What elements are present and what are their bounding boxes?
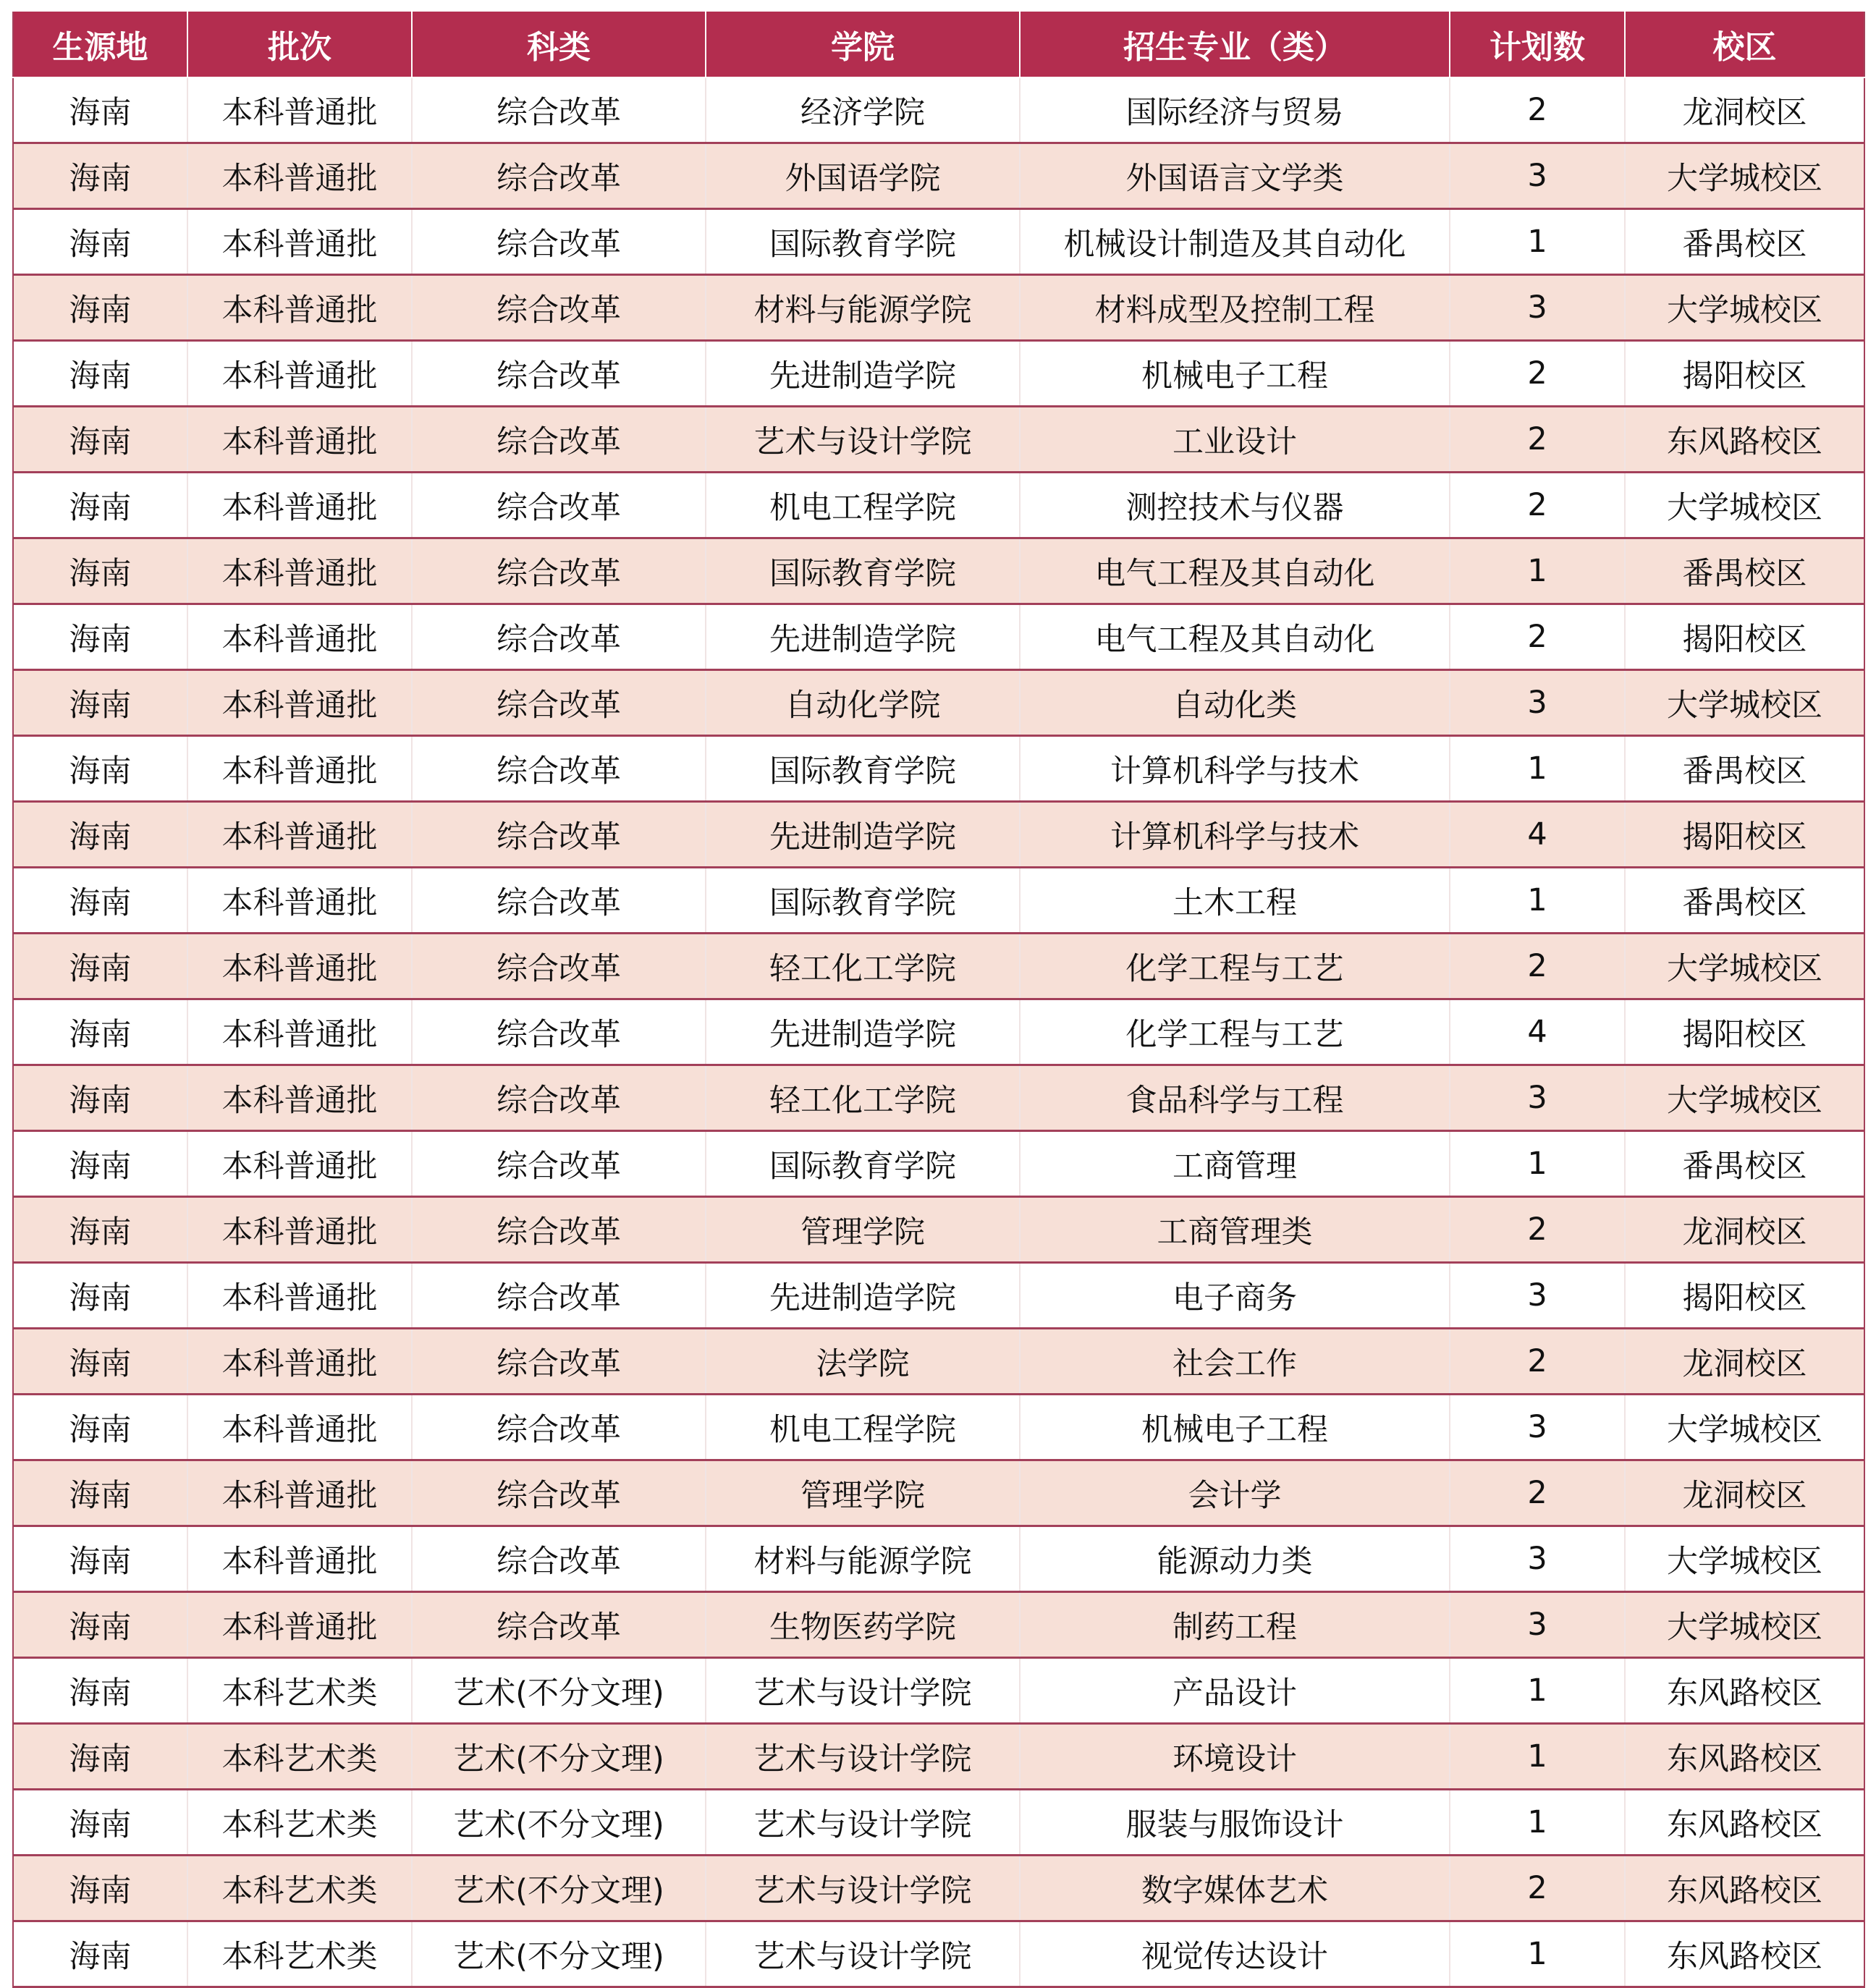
cell-major: 机械电子工程: [1020, 1395, 1450, 1460]
cell-college: 艺术与设计学院: [706, 1921, 1020, 1987]
cell-plan-count: 3: [1450, 143, 1625, 209]
cell-category: 综合改革: [412, 868, 706, 934]
cell-college: 经济学院: [706, 77, 1020, 143]
cell-batch: 本科普通批: [187, 604, 412, 670]
cell-campus: 揭阳校区: [1625, 802, 1864, 868]
cell-college: 艺术与设计学院: [706, 1856, 1020, 1921]
table-row: [13, 538, 1864, 604]
cell-college: 自动化学院: [706, 670, 1020, 736]
cell-province: 海南: [13, 143, 187, 209]
cell-campus: 揭阳校区: [1625, 604, 1864, 670]
cell-plan-count: 3: [1450, 1395, 1625, 1460]
cell-college: 艺术与设计学院: [706, 407, 1020, 473]
cell-college: 生物医药学院: [706, 1592, 1020, 1658]
table-row: [13, 1790, 1864, 1856]
cell-province: 海南: [13, 1263, 187, 1329]
cell-province: 海南: [13, 1724, 187, 1790]
cell-plan-count: 2: [1450, 934, 1625, 999]
cell-major: 环境设计: [1020, 1724, 1450, 1790]
cell-major: 机械设计制造及其自动化: [1020, 209, 1450, 275]
header-batch: 批次: [187, 12, 412, 77]
cell-campus: 东风路校区: [1625, 407, 1864, 473]
cell-college: 机电工程学院: [706, 1395, 1020, 1460]
cell-province: 海南: [13, 407, 187, 473]
cell-plan-count: 1: [1450, 1131, 1625, 1197]
cell-college: 机电工程学院: [706, 473, 1020, 538]
cell-province: 海南: [13, 1856, 187, 1921]
table-row: [13, 473, 1864, 538]
cell-batch: 本科普通批: [187, 1065, 412, 1131]
cell-major: 制药工程: [1020, 1592, 1450, 1658]
cell-batch: 本科普通批: [187, 934, 412, 999]
cell-province: 海南: [13, 1065, 187, 1131]
cell-college: 艺术与设计学院: [706, 1724, 1020, 1790]
cell-batch: 本科普通批: [187, 538, 412, 604]
header-college: 学院: [706, 12, 1020, 77]
cell-campus: 大学城校区: [1625, 143, 1864, 209]
cell-province: 海南: [13, 1460, 187, 1526]
admission-plan-table: [12, 12, 1865, 1988]
cell-college: 先进制造学院: [706, 802, 1020, 868]
cell-category: 艺术(不分文理): [412, 1724, 706, 1790]
table-row: [13, 1526, 1864, 1592]
cell-campus: 大学城校区: [1625, 934, 1864, 999]
cell-college: 艺术与设计学院: [706, 1790, 1020, 1856]
table-row: [13, 341, 1864, 407]
cell-plan-count: 2: [1450, 1460, 1625, 1526]
cell-college: 国际教育学院: [706, 538, 1020, 604]
cell-category: 综合改革: [412, 802, 706, 868]
cell-plan-count: 2: [1450, 407, 1625, 473]
table-row: [13, 407, 1864, 473]
cell-plan-count: 3: [1450, 1263, 1625, 1329]
cell-category: 综合改革: [412, 1131, 706, 1197]
cell-campus: 番禺校区: [1625, 868, 1864, 934]
cell-campus: 东风路校区: [1625, 1658, 1864, 1724]
table-body: [13, 77, 1864, 1987]
cell-plan-count: 1: [1450, 209, 1625, 275]
cell-plan-count: 3: [1450, 275, 1625, 341]
cell-batch: 本科艺术类: [187, 1790, 412, 1856]
cell-province: 海南: [13, 1329, 187, 1395]
cell-category: 综合改革: [412, 538, 706, 604]
table-row: [13, 736, 1864, 802]
cell-plan-count: 3: [1450, 670, 1625, 736]
cell-category: 综合改革: [412, 77, 706, 143]
cell-plan-count: 2: [1450, 1329, 1625, 1395]
cell-category: 艺术(不分文理): [412, 1658, 706, 1724]
cell-college: 国际教育学院: [706, 1131, 1020, 1197]
cell-plan-count: 1: [1450, 736, 1625, 802]
cell-major: 外国语言文学类: [1020, 143, 1450, 209]
table-row: [13, 77, 1864, 143]
cell-college: 国际教育学院: [706, 209, 1020, 275]
cell-category: 综合改革: [412, 1263, 706, 1329]
cell-category: 艺术(不分文理): [412, 1856, 706, 1921]
cell-campus: 大学城校区: [1625, 670, 1864, 736]
table-row: [13, 1592, 1864, 1658]
cell-province: 海南: [13, 1197, 187, 1263]
cell-college: 先进制造学院: [706, 1263, 1020, 1329]
cell-major: 视觉传达设计: [1020, 1921, 1450, 1987]
cell-batch: 本科普通批: [187, 1460, 412, 1526]
cell-college: 法学院: [706, 1329, 1020, 1395]
cell-category: 综合改革: [412, 1065, 706, 1131]
cell-major: 化学工程与工艺: [1020, 999, 1450, 1065]
cell-college: 国际教育学院: [706, 736, 1020, 802]
table-row: [13, 999, 1864, 1065]
cell-batch: 本科艺术类: [187, 1658, 412, 1724]
cell-plan-count: 2: [1450, 1197, 1625, 1263]
cell-major: 社会工作: [1020, 1329, 1450, 1395]
header-major: 招生专业（类）: [1020, 12, 1450, 77]
cell-campus: 东风路校区: [1625, 1921, 1864, 1987]
cell-batch: 本科普通批: [187, 1592, 412, 1658]
cell-campus: 大学城校区: [1625, 1395, 1864, 1460]
cell-major: 食品科学与工程: [1020, 1065, 1450, 1131]
cell-major: 工商管理类: [1020, 1197, 1450, 1263]
cell-category: 综合改革: [412, 1197, 706, 1263]
cell-batch: 本科普通批: [187, 670, 412, 736]
cell-college: 材料与能源学院: [706, 275, 1020, 341]
cell-batch: 本科艺术类: [187, 1724, 412, 1790]
cell-category: 艺术(不分文理): [412, 1921, 706, 1987]
cell-batch: 本科普通批: [187, 802, 412, 868]
cell-plan-count: 1: [1450, 1658, 1625, 1724]
cell-college: 管理学院: [706, 1197, 1020, 1263]
cell-college: 先进制造学院: [706, 341, 1020, 407]
cell-category: 综合改革: [412, 1460, 706, 1526]
table-row: [13, 934, 1864, 999]
cell-campus: 番禺校区: [1625, 1131, 1864, 1197]
cell-province: 海南: [13, 670, 187, 736]
cell-category: 综合改革: [412, 604, 706, 670]
cell-batch: 本科普通批: [187, 341, 412, 407]
cell-province: 海南: [13, 868, 187, 934]
cell-college: 轻工化工学院: [706, 1065, 1020, 1131]
cell-college: 艺术与设计学院: [706, 1658, 1020, 1724]
cell-batch: 本科普通批: [187, 1329, 412, 1395]
cell-major: 会计学: [1020, 1460, 1450, 1526]
cell-category: 综合改革: [412, 670, 706, 736]
cell-batch: 本科普通批: [187, 473, 412, 538]
cell-campus: 揭阳校区: [1625, 1263, 1864, 1329]
cell-batch: 本科普通批: [187, 999, 412, 1065]
cell-province: 海南: [13, 604, 187, 670]
cell-campus: 大学城校区: [1625, 1526, 1864, 1592]
cell-major: 数字媒体艺术: [1020, 1856, 1450, 1921]
cell-province: 海南: [13, 1526, 187, 1592]
cell-college: 材料与能源学院: [706, 1526, 1020, 1592]
header-plan-count: 计划数: [1450, 12, 1625, 77]
cell-campus: 东风路校区: [1625, 1790, 1864, 1856]
cell-batch: 本科普通批: [187, 1131, 412, 1197]
cell-category: 综合改革: [412, 407, 706, 473]
cell-campus: 大学城校区: [1625, 1065, 1864, 1131]
cell-plan-count: 1: [1450, 868, 1625, 934]
cell-plan-count: 3: [1450, 1526, 1625, 1592]
cell-province: 海南: [13, 473, 187, 538]
cell-batch: 本科普通批: [187, 209, 412, 275]
table-row: [13, 604, 1864, 670]
cell-category: 综合改革: [412, 934, 706, 999]
cell-campus: 大学城校区: [1625, 1592, 1864, 1658]
cell-batch: 本科普通批: [187, 868, 412, 934]
cell-province: 海南: [13, 1131, 187, 1197]
cell-major: 自动化类: [1020, 670, 1450, 736]
table-row: [13, 1263, 1864, 1329]
cell-category: 艺术(不分文理): [412, 1790, 706, 1856]
cell-plan-count: 4: [1450, 802, 1625, 868]
cell-province: 海南: [13, 1395, 187, 1460]
cell-province: 海南: [13, 1658, 187, 1724]
cell-batch: 本科普通批: [187, 736, 412, 802]
table-row: [13, 1460, 1864, 1526]
cell-province: 海南: [13, 275, 187, 341]
cell-major: 产品设计: [1020, 1658, 1450, 1724]
cell-major: 电气工程及其自动化: [1020, 538, 1450, 604]
cell-batch: 本科普通批: [187, 407, 412, 473]
cell-province: 海南: [13, 77, 187, 143]
table-row: [13, 1197, 1864, 1263]
cell-plan-count: 4: [1450, 999, 1625, 1065]
table-row: [13, 275, 1864, 341]
cell-plan-count: 1: [1450, 1724, 1625, 1790]
cell-province: 海南: [13, 538, 187, 604]
cell-province: 海南: [13, 999, 187, 1065]
cell-plan-count: 1: [1450, 1921, 1625, 1987]
cell-major: 服装与服饰设计: [1020, 1790, 1450, 1856]
cell-campus: 大学城校区: [1625, 275, 1864, 341]
cell-category: 综合改革: [412, 341, 706, 407]
cell-category: 综合改革: [412, 1592, 706, 1658]
cell-batch: 本科普通批: [187, 275, 412, 341]
cell-plan-count: 2: [1450, 77, 1625, 143]
cell-college: 先进制造学院: [706, 604, 1020, 670]
cell-plan-count: 2: [1450, 604, 1625, 670]
cell-major: 电气工程及其自动化: [1020, 604, 1450, 670]
cell-campus: 东风路校区: [1625, 1724, 1864, 1790]
cell-campus: 大学城校区: [1625, 473, 1864, 538]
cell-category: 综合改革: [412, 1395, 706, 1460]
header-category: 科类: [412, 12, 706, 77]
cell-category: 综合改革: [412, 736, 706, 802]
cell-plan-count: 1: [1450, 1790, 1625, 1856]
cell-campus: 揭阳校区: [1625, 999, 1864, 1065]
table-row: [13, 209, 1864, 275]
table-header-row: [13, 12, 1864, 77]
cell-batch: 本科普通批: [187, 1263, 412, 1329]
cell-major: 电子商务: [1020, 1263, 1450, 1329]
table-row: [13, 1395, 1864, 1460]
cell-major: 计算机科学与技术: [1020, 802, 1450, 868]
cell-campus: 番禺校区: [1625, 736, 1864, 802]
cell-campus: 东风路校区: [1625, 1856, 1864, 1921]
cell-batch: 本科普通批: [187, 1197, 412, 1263]
cell-campus: 番禺校区: [1625, 209, 1864, 275]
cell-major: 工业设计: [1020, 407, 1450, 473]
table-row: [13, 868, 1864, 934]
cell-campus: 龙洞校区: [1625, 1329, 1864, 1395]
cell-major: 工商管理: [1020, 1131, 1450, 1197]
table-row: [13, 1856, 1864, 1921]
cell-province: 海南: [13, 802, 187, 868]
cell-province: 海南: [13, 1790, 187, 1856]
cell-plan-count: 2: [1450, 1856, 1625, 1921]
cell-major: 测控技术与仪器: [1020, 473, 1450, 538]
cell-category: 综合改革: [412, 473, 706, 538]
cell-major: 国际经济与贸易: [1020, 77, 1450, 143]
cell-campus: 龙洞校区: [1625, 77, 1864, 143]
cell-batch: 本科普通批: [187, 1526, 412, 1592]
table-row: [13, 1724, 1864, 1790]
cell-college: 国际教育学院: [706, 868, 1020, 934]
cell-batch: 本科普通批: [187, 143, 412, 209]
table-row: [13, 670, 1864, 736]
cell-major: 材料成型及控制工程: [1020, 275, 1450, 341]
cell-campus: 揭阳校区: [1625, 341, 1864, 407]
cell-college: 外国语学院: [706, 143, 1020, 209]
cell-plan-count: 3: [1450, 1592, 1625, 1658]
cell-major: 能源动力类: [1020, 1526, 1450, 1592]
header-campus: 校区: [1625, 12, 1864, 77]
cell-major: 机械电子工程: [1020, 341, 1450, 407]
cell-campus: 龙洞校区: [1625, 1460, 1864, 1526]
cell-major: 土木工程: [1020, 868, 1450, 934]
cell-plan-count: 1: [1450, 538, 1625, 604]
cell-province: 海南: [13, 1592, 187, 1658]
cell-batch: 本科普通批: [187, 1395, 412, 1460]
cell-plan-count: 3: [1450, 1065, 1625, 1131]
table-row: [13, 1329, 1864, 1395]
cell-college: 管理学院: [706, 1460, 1020, 1526]
cell-category: 综合改革: [412, 209, 706, 275]
cell-category: 综合改革: [412, 275, 706, 341]
cell-category: 综合改革: [412, 1329, 706, 1395]
table-row: [13, 1658, 1864, 1724]
header-province: 生源地: [13, 12, 187, 77]
cell-category: 综合改革: [412, 1526, 706, 1592]
cell-province: 海南: [13, 736, 187, 802]
cell-major: 计算机科学与技术: [1020, 736, 1450, 802]
table-row: [13, 143, 1864, 209]
table-row: [13, 802, 1864, 868]
cell-province: 海南: [13, 341, 187, 407]
cell-major: 化学工程与工艺: [1020, 934, 1450, 999]
cell-batch: 本科艺术类: [187, 1921, 412, 1987]
table-row: [13, 1131, 1864, 1197]
cell-plan-count: 2: [1450, 473, 1625, 538]
cell-college: 轻工化工学院: [706, 934, 1020, 999]
cell-plan-count: 2: [1450, 341, 1625, 407]
cell-province: 海南: [13, 1921, 187, 1987]
cell-category: 综合改革: [412, 143, 706, 209]
cell-province: 海南: [13, 934, 187, 999]
cell-category: 综合改革: [412, 999, 706, 1065]
cell-college: 先进制造学院: [706, 999, 1020, 1065]
cell-batch: 本科艺术类: [187, 1856, 412, 1921]
cell-campus: 番禺校区: [1625, 538, 1864, 604]
cell-province: 海南: [13, 209, 187, 275]
table-row: [13, 1065, 1864, 1131]
cell-batch: 本科普通批: [187, 77, 412, 143]
cell-campus: 龙洞校区: [1625, 1197, 1864, 1263]
